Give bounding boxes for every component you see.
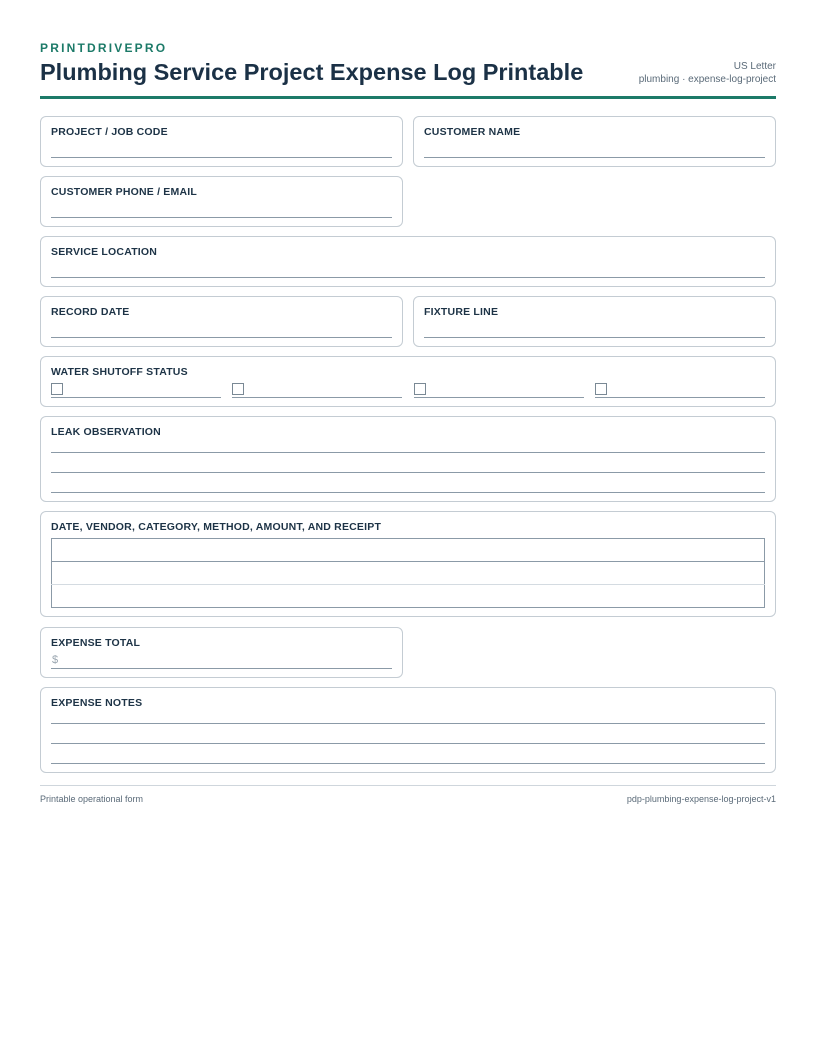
project-job-code-label: PROJECT / JOB CODE [51, 126, 168, 138]
table-row [52, 539, 765, 562]
expense-notes-line-1[interactable] [51, 723, 765, 724]
shutoff-option-4-line[interactable] [595, 397, 765, 398]
water-shutoff-status-field [40, 356, 776, 407]
service-location-input[interactable] [51, 277, 765, 278]
expense-total-input[interactable] [51, 668, 392, 669]
expense-notes-label: EXPENSE NOTES [51, 697, 143, 709]
table-row [52, 585, 765, 608]
leak-observation-line-3[interactable] [51, 492, 765, 493]
expense-table [51, 538, 765, 608]
expense-table-field [40, 511, 776, 617]
page-title: Plumbing Service Project Expense Log Printable [40, 59, 584, 85]
header-meta [639, 60, 776, 86]
form-id: pdp-plumbing-expense-log-project-v1 [626, 794, 776, 804]
table-row [52, 562, 765, 585]
leak-observation-line-2[interactable] [51, 472, 765, 473]
checkbox-3[interactable] [414, 383, 426, 395]
expense-total-field [40, 627, 403, 678]
leak-observation-label: LEAK OBSERVATION [51, 426, 161, 438]
record-date-field [40, 296, 403, 347]
expense-notes-field [40, 687, 776, 773]
currency-symbol: $ [52, 654, 59, 666]
checkbox-2[interactable] [232, 383, 244, 395]
expense-notes-line-3[interactable] [51, 763, 765, 764]
fixture-line-input[interactable] [424, 337, 765, 338]
record-date-input[interactable] [51, 337, 392, 338]
water-shutoff-status-label: WATER SHUTOFF STATUS [51, 366, 188, 378]
record-date-label: RECORD DATE [51, 306, 130, 318]
checkbox-4[interactable] [595, 383, 607, 395]
customer-name-input[interactable] [424, 157, 765, 158]
expense-table-label: DATE, VENDOR, CATEGORY, METHOD, AMOUNT, AND RECEIPT [51, 521, 382, 533]
form-slug: plumbing · expense-log-project [638, 74, 776, 85]
footer-rule [40, 785, 776, 786]
expense-notes-line-2[interactable] [51, 743, 765, 744]
project-job-code-input[interactable] [51, 157, 392, 158]
table-cell[interactable] [52, 585, 765, 608]
footer-note: Printable operational form [40, 794, 144, 804]
service-location-label: SERVICE LOCATION [51, 246, 158, 258]
shutoff-option-2-line[interactable] [232, 397, 402, 398]
project-job-code-field [40, 116, 403, 167]
header-rule [40, 96, 776, 99]
customer-name-label: CUSTOMER NAME [424, 126, 521, 138]
fixture-line-label: FIXTURE LINE [424, 306, 499, 318]
service-location-field [40, 236, 776, 287]
table-cell[interactable] [52, 539, 765, 562]
checkbox-1[interactable] [51, 383, 63, 395]
leak-observation-line-1[interactable] [51, 452, 765, 453]
customer-contact-input[interactable] [51, 217, 392, 218]
shutoff-option-1-line[interactable] [51, 397, 221, 398]
customer-contact-label: CUSTOMER PHONE / EMAIL [51, 186, 197, 198]
customer-contact-field [40, 176, 403, 227]
paper-size: US Letter [733, 61, 776, 72]
customer-name-field [413, 116, 776, 167]
expense-total-label: EXPENSE TOTAL [51, 637, 141, 649]
fixture-line-field [413, 296, 776, 347]
brand-name: PRINTDRIVEPRO [40, 41, 168, 55]
leak-observation-field [40, 416, 776, 502]
table-cell[interactable] [52, 562, 765, 585]
shutoff-option-3-line[interactable] [414, 397, 584, 398]
